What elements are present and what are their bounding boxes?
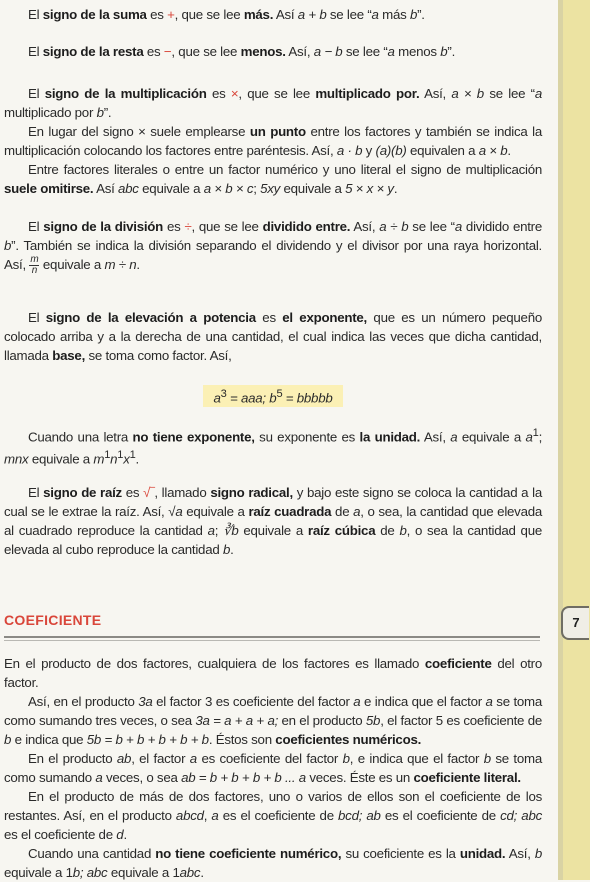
paragraph-potencia: El signo de la elevación a potencia es el exponente, que es un número pequeño colocado arriba y a la derecha de una cantidad, el cual indica las veces que dicha cantidad, llamada base, se toma como factor. Así, [4,310,542,363]
page-margin-sidebar [558,0,590,880]
paragraph-resta: El signo de la resta es −, que se lee menos. Así, a − b se lee “a menos b”. [28,44,456,59]
highlighted-formula: $a^3$ = aaa; $b^5$ = bbbbb [203,385,342,407]
chapter-tab: 7 [561,606,589,640]
heading-rule [4,636,540,638]
paragraph-multiplicacion: El signo de la multiplicación es ×, que se lee multiplicado por. Así, a × b se lee “a multiplicado por b”. En lugar del signo × suele emplearse un punto entre los factores y también se indica la multiplicación colocando los factores entre paréntesis. Así, a · b y (a)(b) equivalen a a × b. Entre factores literales o entre un factor numérico y uno literal el signo de multiplicación suele omitirse. Así abc equivale a a × b × c; 5xy equivale a 5 × x × y. [4,86,542,196]
paragraph-raiz: El signo de raíz es √‾, llamado signo radical, y bajo este signo se coloca la cantidad a la cual se le extrae la raíz. Así, √a equivale a raíz cuadrada de a, o sea, la cantidad que elevada al cuadrado reproduce la cantidad a; ∛b equivale a raíz cúbica de b, o sea la cantidad que elevada al cubo reproduce la cantidad b. [4,485,543,557]
paragraph-coeficiente: En el producto de dos factores, cualquiera de los factores es llamado coeficiente del otro factor. Así, en el producto 3a el factor 3 es coeficiente del factor a e indica que el factor a se toma como sumando tres veces, o sea 3a = a + a + a; en el producto 5b, el factor 5 es coeficiente de b e indica que 5b = b + b + b + b + b. Éstos son coeficientes numéricos. En el producto ab, el factor a es coeficiente del factor b, e indica que el factor b se toma como sumando a veces, o sea ab = b + b + b + b ... a veces. Éste es un coeficiente literal. En el producto de más de dos factores, uno o varios de ellos son el coeficiente de los restantes. Así, en el producto abcd, a es el coeficiente de bcd; ab es el coeficiente de cd; abc es el coeficiente de d. Cuando una cantidad no tiene coeficiente numérico, su coeficiente es la unidad. Así, b equivale a 1b; abc equivale a 1abc. [4,656,543,880]
paragraph-division: El signo de la división es ÷, que se lee dividido entre. Así, a ÷ b se lee “a dividido entre b”. También se indica la división separando el dividendo y el divisor por una raya horizontal. Así, $\frac{m}{n}$ equivale a m ÷ n. [4,219,542,276]
paragraph-unidad: Cuando una letra no tiene exponente, su exponente es la unidad. Así, a equivale a $a^1$; mnx equivale a $m^1n^1x^1$. [4,427,543,467]
formula-potencia [4,385,542,407]
section-heading: COEFICIENTE [4,612,102,628]
paragraph-suma: El signo de la suma es +, que se lee más. Así a + b se lee “a más b”. [28,7,425,22]
fraction-m-over-n: $\frac{m}{n}$ [30,254,39,276]
radical-sign-icon: √‾ [143,485,155,500]
heading-rule-thin [4,640,540,641]
